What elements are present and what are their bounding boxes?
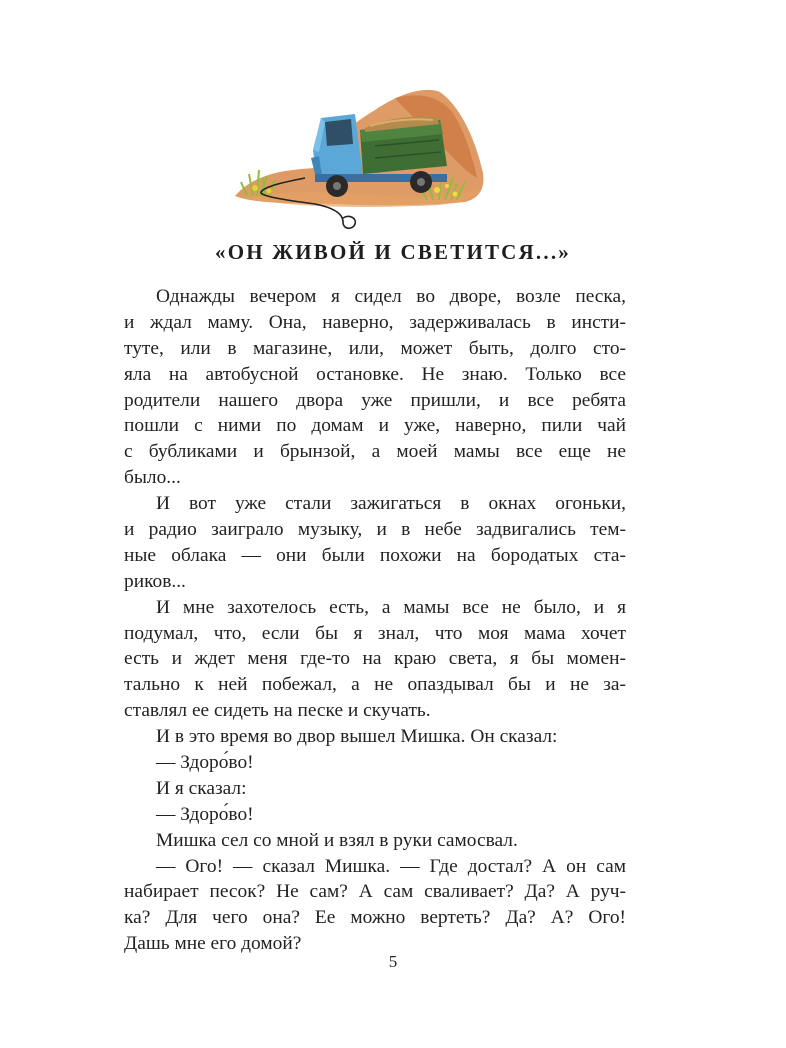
text-line: ка? Для чего она? Ее можно вертеть? Да? А? Ого! (124, 907, 626, 929)
text-line: Дашь мне его домой? (124, 933, 302, 955)
text-line: И вот уже стали зажигаться в окнах огоньки, (156, 493, 626, 515)
text-line: И я сказал: (156, 777, 247, 799)
text-line: туте, или в магазине, или, может быть, долго сто- (124, 337, 626, 359)
text-line: яла на автобусной остановке. Не знаю. Только все (124, 363, 626, 385)
text-line: есть и ждет меня где-то на краю света, я бы момен- (124, 648, 626, 670)
toy-dump-truck-icon (225, 78, 490, 238)
text-line: Мишка сел со мной и взял в руки самосвал. (156, 829, 518, 851)
truck-cab (311, 114, 363, 182)
text-line: тально к ней побежал, а не опаздывал бы и не за- (124, 674, 626, 696)
text-line: пошли с ними по домам и уже, наверно, пили чай (124, 415, 626, 437)
text-line: И мне захотелось есть, а мамы все не было, и я (156, 596, 626, 618)
dialogue-line: — Здоро́во! (156, 803, 254, 825)
chapter-title: «ОН ЖИВОЙ И СВЕТИТСЯ...» (215, 240, 571, 264)
chapter-body (124, 284, 626, 957)
truck-bed (360, 116, 447, 174)
text-line: родители нашего двора уже пришли, и все ребята (124, 389, 626, 411)
text-line: риков... (124, 570, 186, 592)
dialogue-line: — Здоро́во! (156, 752, 254, 774)
page-number: 5 (388, 952, 398, 971)
text-line: было... (124, 467, 181, 489)
text-line: подумал, что, если бы я знал, что моя мама хочет (124, 622, 626, 644)
text-line: с бубликами и брынзой, а моей мамы все еще не (124, 441, 626, 463)
text-line: ные облака — они были похожи на бородатых ста- (124, 544, 626, 566)
text-line: И в это время во двор вышел Мишка. Он сказал: (156, 726, 558, 748)
text-line: и радио заиграло музыку, и в небе задвигались тем- (124, 519, 626, 541)
text-line: ставлял ее сидеть на песке и скучать. (124, 700, 431, 722)
text-line: и ждал маму. Она, наверно, задерживалась в инсти- (124, 311, 626, 333)
dialogue-line: — Ого! — сказал Мишка. — Где достал? А он сам (156, 855, 626, 877)
text-line: набирает песок? Не сам? А сам сваливает? Да? А руч- (124, 881, 626, 903)
text-line: Однажды вечером я сидел во дворе, возле песка, (156, 286, 626, 307)
